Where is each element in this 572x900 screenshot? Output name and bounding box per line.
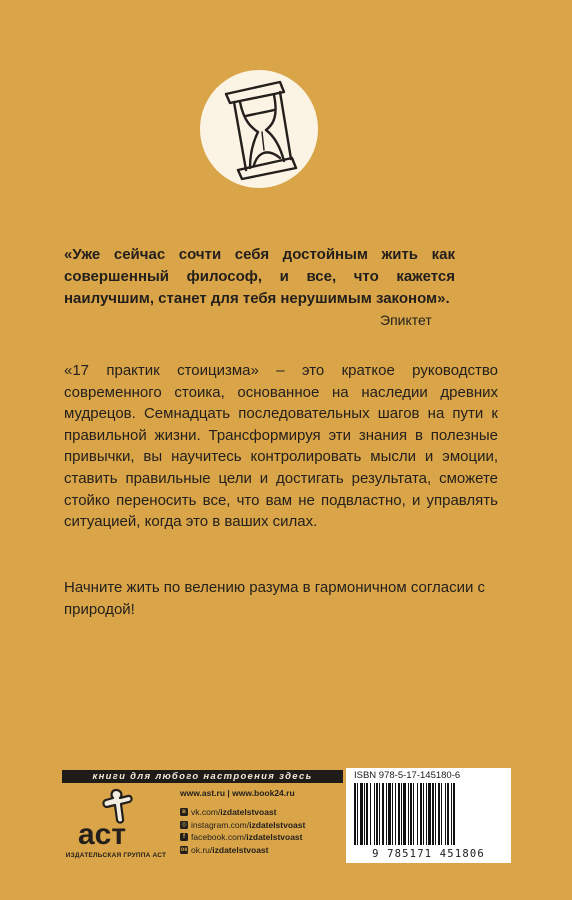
social-prefix: ok.ru/ (191, 844, 213, 855)
publisher-tagline: книги для любого настроения здесь (62, 770, 343, 783)
quote-author: Эпиктет (380, 312, 432, 328)
hourglass-emblem (200, 70, 318, 188)
social-link-odnoklassniki[interactable] (180, 844, 305, 857)
social-link-instagram[interactable] (180, 819, 305, 832)
social-prefix: facebook.com/ (191, 832, 247, 842)
social-handle: izdatelstvoast (246, 832, 303, 842)
facebook-icon: f (180, 833, 188, 841)
closing-text: Начните жить по велению разума в гармоничном согласии с природой! (64, 579, 486, 618)
epigraph-quote: «Уже сейчас сочти себя достойным жить как совершенный философ, и все, что кажется наилучшим, станет для тебя нерушимым законом». (64, 246, 455, 307)
publisher-websites[interactable]: www.ast.ru | www.book24.ru (180, 788, 295, 798)
vk-icon: в (180, 808, 188, 816)
social-prefix: vk.com/ (191, 807, 221, 817)
barcode-digits: 9 785171 451806 (372, 848, 485, 860)
ast-logo-text: аст (78, 818, 127, 848)
publisher-caption: ИЗДАТЕЛЬСКАЯ ГРУППА АСТ (65, 852, 167, 859)
instagram-icon: ◎ (181, 821, 187, 828)
isbn-label: ISBN 978-5-17-145180-6 (354, 770, 461, 781)
book-description: «17 практик стоицизма» – это краткое руководство современного стоика, основанное на наследии древних мудрецов. Семнадцать последовательных шагов на пути к правильной жизни. Трансформируя эти знания в полезные привычки, вы научитесь контролировать мысли и эмоции, ставить правильные цели и достигать результата, сможете стойко переносить все, что вам не подвластно, и управлять ситуацией, когда это в ваших силах. (64, 362, 498, 531)
social-handle: izdatelstvoast (212, 844, 269, 855)
social-link-vk[interactable] (180, 806, 305, 819)
social-link-facebook[interactable] (180, 831, 305, 844)
social-handle: izdatelstvoast (220, 807, 277, 817)
odnoklassniki-icon: ок (180, 846, 188, 853)
social-prefix: instagram.com/ (191, 819, 250, 830)
social-handle: izdatelstvoast (249, 819, 306, 830)
hourglass-icon (200, 70, 318, 188)
ast-logo-icon (72, 786, 158, 848)
social-links (180, 806, 305, 856)
barcode-icon (352, 783, 505, 847)
barcode-panel (346, 768, 511, 863)
